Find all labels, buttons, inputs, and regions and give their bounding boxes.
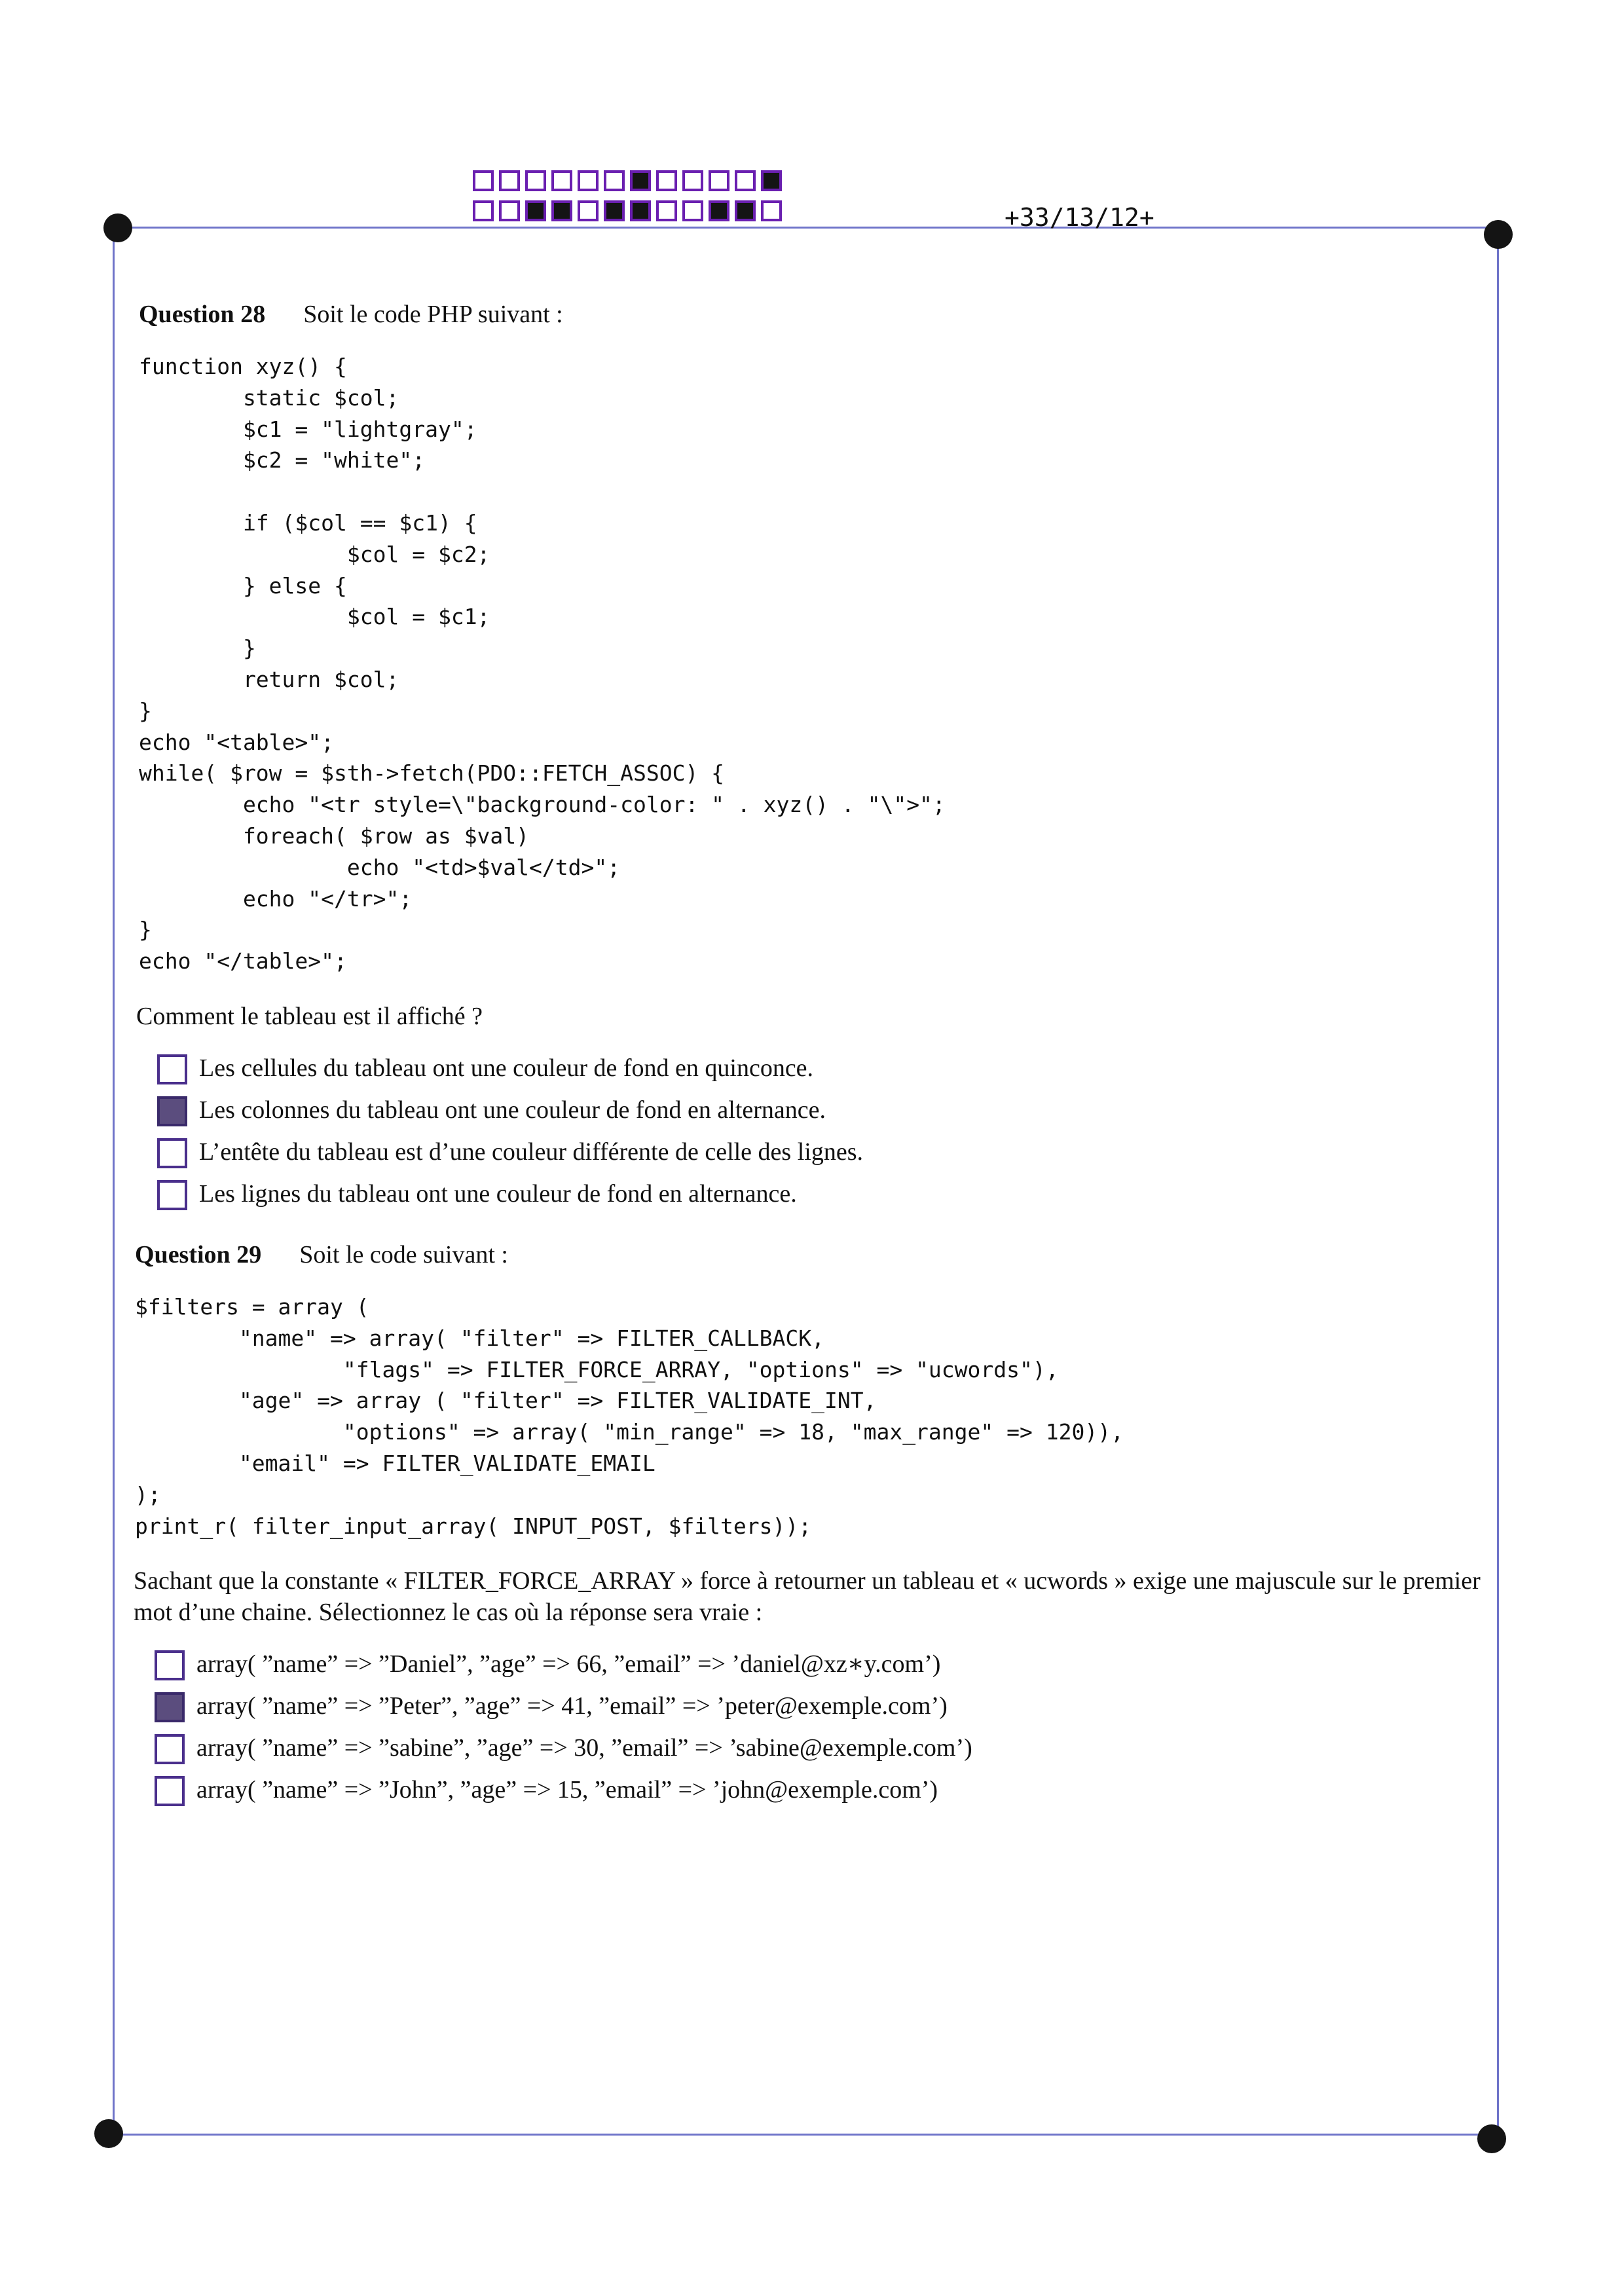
answer-text: Les lignes du tableau ont une couleur de fond en alternance.: [199, 1180, 797, 1208]
answer-option[interactable]: [155, 1690, 972, 1731]
registration-mark-bottom-left: [94, 2119, 123, 2148]
barcode-cell: [604, 170, 625, 191]
answer-text: Les colonnes du tableau ont une couleur de fond en alternance.: [199, 1096, 826, 1124]
answer-checkbox[interactable]: [155, 1776, 185, 1806]
answer-option[interactable]: [157, 1052, 863, 1094]
barcode-cell: [735, 170, 756, 191]
question-28-code: function xyz() { static $col; $c1 = "lightgray"; $c2 = "white"; if ($col == $c1) { $col = $c2; } else { $col = $c1; } return $col; } echo "<table>"; while( $row = $sth->fetch(PDO::FETCH_ASSOC) { echo "<tr style=\"background-color: " . xyz() . "\">"; foreach( $row as $val) echo "<td>$val</td>"; echo "</tr>"; } echo "</table>";: [139, 354, 946, 974]
answer-option[interactable]: [157, 1094, 863, 1136]
answer-text: L’entête du tableau est d’une couleur différente de celle des lignes.: [199, 1138, 863, 1166]
barcode-cell: [551, 170, 572, 191]
barcode-cell: [656, 200, 677, 221]
barcode-row-1: [473, 170, 787, 191]
question-29-answers: [155, 1648, 972, 1815]
barcode-cell: [682, 170, 703, 191]
question-29-header: [135, 1240, 508, 1269]
barcode-cell: [473, 200, 494, 221]
barcode-cell: [525, 200, 546, 221]
answer-text: array( ”name” => ”Daniel”, ”age” => 66, ”email” => ’daniel@xz∗y.com’): [196, 1650, 941, 1678]
barcode-cell: [709, 200, 729, 221]
registration-mark-top-right: [1484, 220, 1513, 249]
answer-checkbox[interactable]: [157, 1054, 187, 1084]
answer-text: Les cellules du tableau ont une couleur de fond en quinconce.: [199, 1054, 814, 1082]
question-intro: Soit le code PHP suivant :: [303, 301, 563, 328]
barcode-cell: [761, 170, 782, 191]
barcode-cell: [578, 200, 599, 221]
question-28-answers: [157, 1052, 863, 1219]
frame-right-line: [1497, 236, 1499, 2135]
barcode-cell: [578, 170, 599, 191]
barcode-cell: [656, 170, 677, 191]
answer-checkbox[interactable]: [155, 1734, 185, 1764]
barcode-cell: [499, 200, 520, 221]
answer-checkbox[interactable]: [157, 1138, 187, 1168]
barcode-cell: [761, 200, 782, 221]
answer-text: array( ”name” => ”sabine”, ”age” => 30, ”email” => ’sabine@exemple.com’): [196, 1734, 972, 1762]
barcode-cell: [735, 200, 756, 221]
answer-option[interactable]: [157, 1136, 863, 1177]
barcode-cell: [604, 200, 625, 221]
question-28-header: [139, 300, 563, 329]
frame-left-line: [113, 229, 115, 2134]
question-29-prompt: Sachant que la constante « FILTER_FORCE_ARRAY » force à retourner un tableau et « ucwords » exige une majuscule sur le premier mot d’une chaine. Sélectionnez le cas où la réponse sera vraie :: [134, 1567, 1481, 1626]
answer-option[interactable]: [155, 1648, 972, 1690]
barcode-cell: [551, 200, 572, 221]
answer-option[interactable]: [155, 1731, 972, 1773]
answer-text: array( ”name” => ”John”, ”age” => 15, ”email” => ’john@exemple.com’): [196, 1776, 938, 1804]
question-number: Question 29: [135, 1241, 262, 1268]
answer-checkbox-checked[interactable]: [155, 1692, 185, 1722]
answer-checkbox[interactable]: [155, 1650, 185, 1680]
barcode-cell: [499, 170, 520, 191]
barcode-cell: [630, 200, 651, 221]
answer-checkbox[interactable]: [157, 1180, 187, 1210]
page-id: +33/13/12+: [1005, 203, 1154, 232]
question-intro: Soit le code suivant :: [299, 1241, 508, 1268]
question-number: Question 28: [139, 301, 266, 328]
barcode-cell: [630, 170, 651, 191]
barcode-cell: [709, 170, 729, 191]
frame-top-line: [118, 227, 1498, 229]
answer-option[interactable]: [157, 1177, 863, 1219]
registration-mark-bottom-right: [1477, 2124, 1506, 2153]
barcode-cell: [473, 170, 494, 191]
answer-checkbox-checked[interactable]: [157, 1096, 187, 1126]
barcode-cell: [525, 170, 546, 191]
answer-option[interactable]: [155, 1773, 972, 1815]
question-29-code: $filters = array ( "name" => array( "filter" => FILTER_CALLBACK, "flags" => FILTER_FORCE_ARRAY, "options" => "ucwords"), "age" => array ( "filter" => FILTER_VALIDATE_INT, "options" => array( "min_range" => 18, "max_range" => 120)), "email" => FILTER_VALIDATE_EMAIL ); print_r( filter_input_array( INPUT_POST, $filters));: [135, 1294, 1124, 1539]
barcode-row-2: [473, 200, 787, 221]
answer-text: array( ”name” => ”Peter”, ”age” => 41, ”email” => ’peter@exemple.com’): [196, 1692, 948, 1720]
barcode-cell: [682, 200, 703, 221]
registration-mark-top-left: [103, 213, 132, 242]
frame-bottom-line: [109, 2134, 1490, 2136]
question-28-prompt: Comment le tableau est il affiché ?: [136, 1003, 483, 1030]
